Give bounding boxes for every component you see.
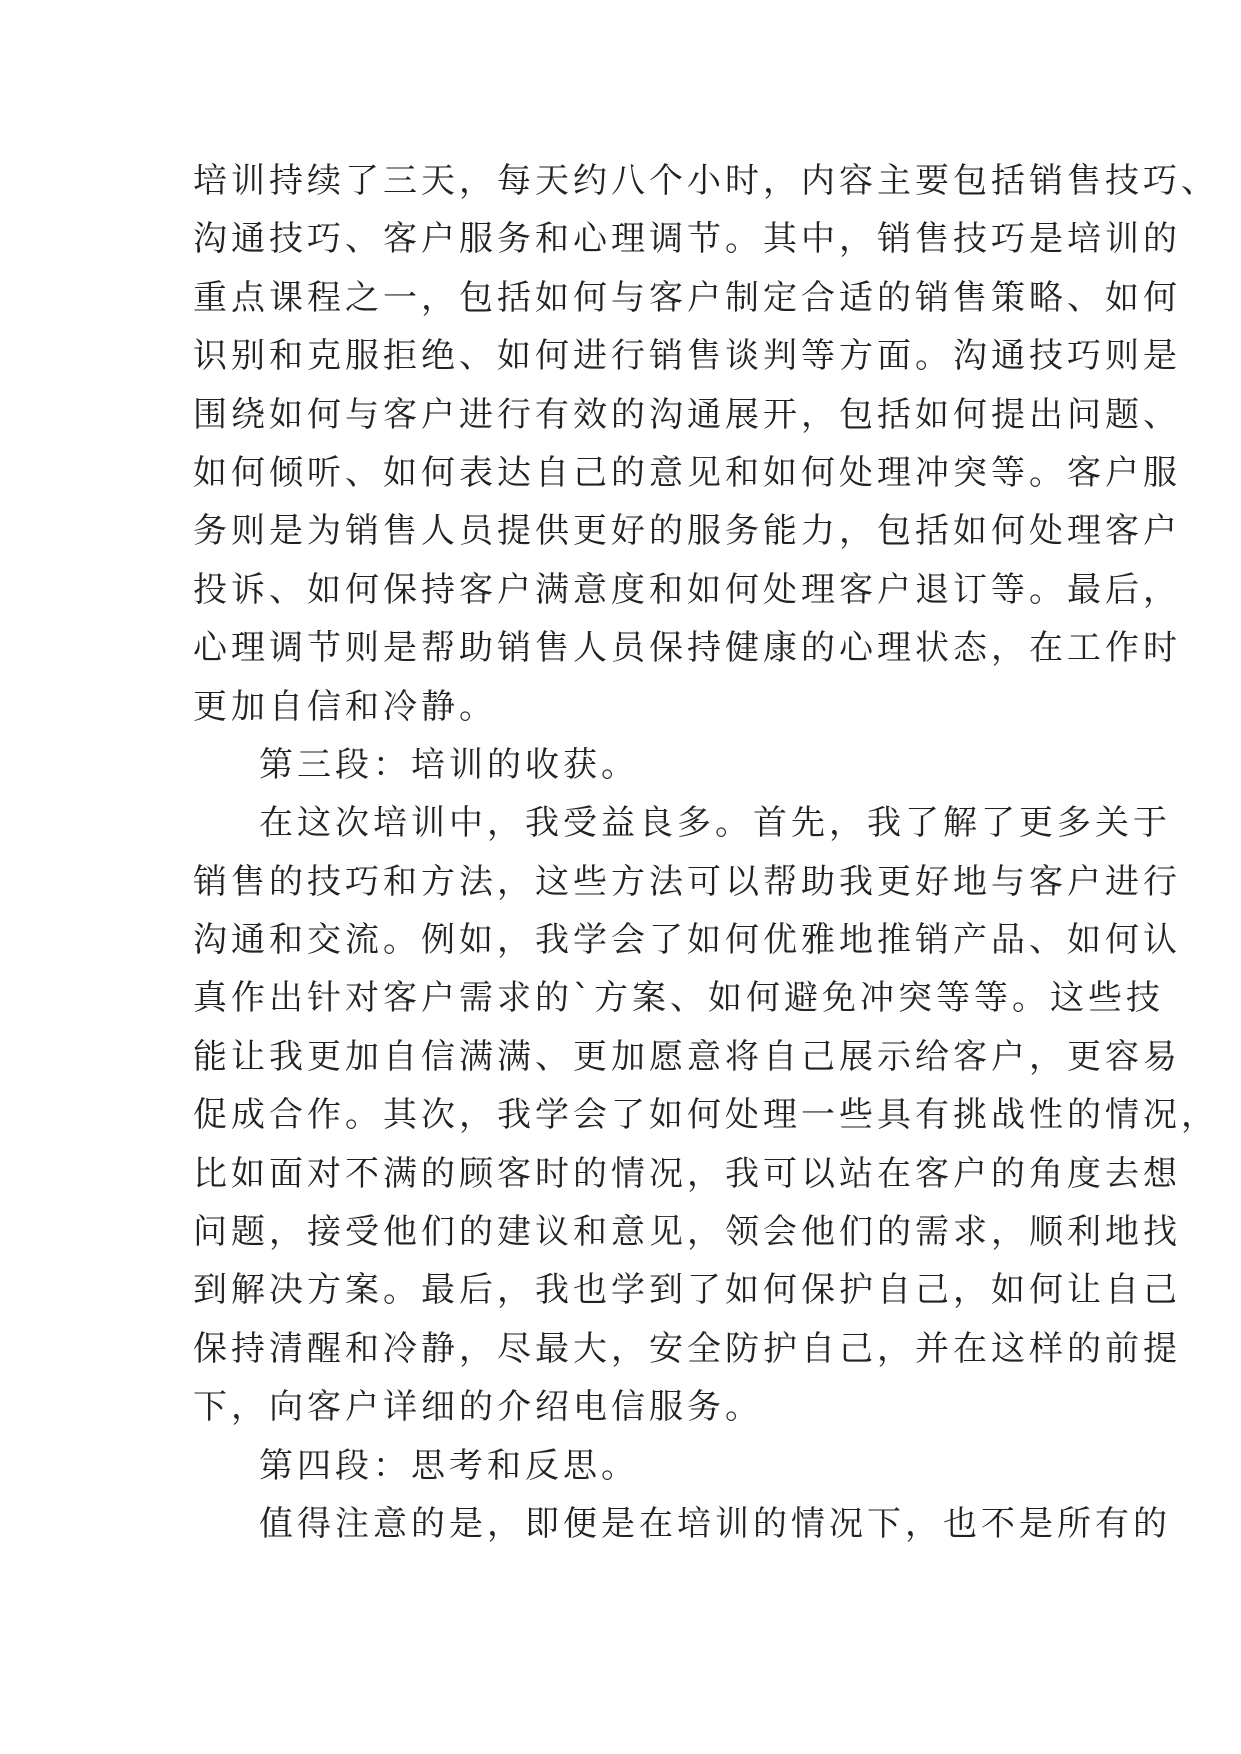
text-line: 问题，接受他们的建议和意见，领会他们的需求，顺利地找 bbox=[193, 1212, 1181, 1253]
text-line: 重点课程之一，包括如何与客户制定合适的销售策略、如何 bbox=[193, 277, 1181, 318]
text-line: 心理调节则是帮助销售人员保持健康的心理状态，在工作时 bbox=[193, 628, 1181, 669]
text-line: 务则是为销售人员提供更好的服务能力，包括如何处理客户 bbox=[193, 511, 1181, 552]
text-line: 比如面对不满的顾客时的情况，我可以站在客户的角度去想 bbox=[193, 1153, 1181, 1194]
text-line: 围绕如何与客户进行有效的沟通展开，包括如何提出问题、 bbox=[193, 394, 1181, 435]
text-line: 下，向客户详细的介绍电信服务。 bbox=[193, 1387, 763, 1428]
text-line: 培训持续了三天，每天约八个小时，内容主要包括销售技巧、 bbox=[193, 161, 1219, 201]
text-line: 更加自信和冷静。 bbox=[193, 686, 497, 727]
section-heading-4: 第四段：思考和反思。 bbox=[259, 1445, 639, 1486]
text-line: 在这次培训中，我受益良多。首先，我了解了更多关于 bbox=[259, 803, 1171, 844]
text-line: 如何倾听、如何表达自己的意见和如何处理冲突等。客户服 bbox=[193, 452, 1181, 493]
text-line: 促成合作。其次，我学会了如何处理一些具有挑战性的情况， bbox=[193, 1095, 1219, 1136]
text-line: 值得注意的是，即便是在培训的情况下，也不是所有的 bbox=[259, 1503, 1171, 1544]
text-line: 真作出针对客户需求的`方案、如何避免冲突等等。这些技 bbox=[193, 978, 1164, 1019]
text-line: 投诉、如何保持客户满意度和如何处理客户退订等。最后， bbox=[193, 569, 1181, 610]
text-line: 识别和克服拒绝、如何进行销售谈判等方面。沟通技巧则是 bbox=[193, 336, 1181, 377]
document-body bbox=[193, 152, 1219, 1553]
text-line: 销售的技巧和方法，这些方法可以帮助我更好地与客户进行 bbox=[193, 861, 1181, 902]
text-line: 能让我更加自信满满、更加愿意将自己展示给客户，更容易 bbox=[193, 1036, 1181, 1077]
text-line: 沟通技巧、客户服务和心理调节。其中，销售技巧是培训的 bbox=[193, 219, 1181, 260]
text-line: 到解决方案。最后，我也学到了如何保护自己，如何让自己 bbox=[193, 1270, 1181, 1311]
section-heading-3: 第三段：培训的收获。 bbox=[259, 744, 639, 785]
text-line: 沟通和交流。例如，我学会了如何优雅地推销产品、如何认 bbox=[193, 920, 1181, 961]
text-line: 保持清醒和冷静，尽最大，安全防护自己，并在这样的前提 bbox=[193, 1328, 1181, 1369]
